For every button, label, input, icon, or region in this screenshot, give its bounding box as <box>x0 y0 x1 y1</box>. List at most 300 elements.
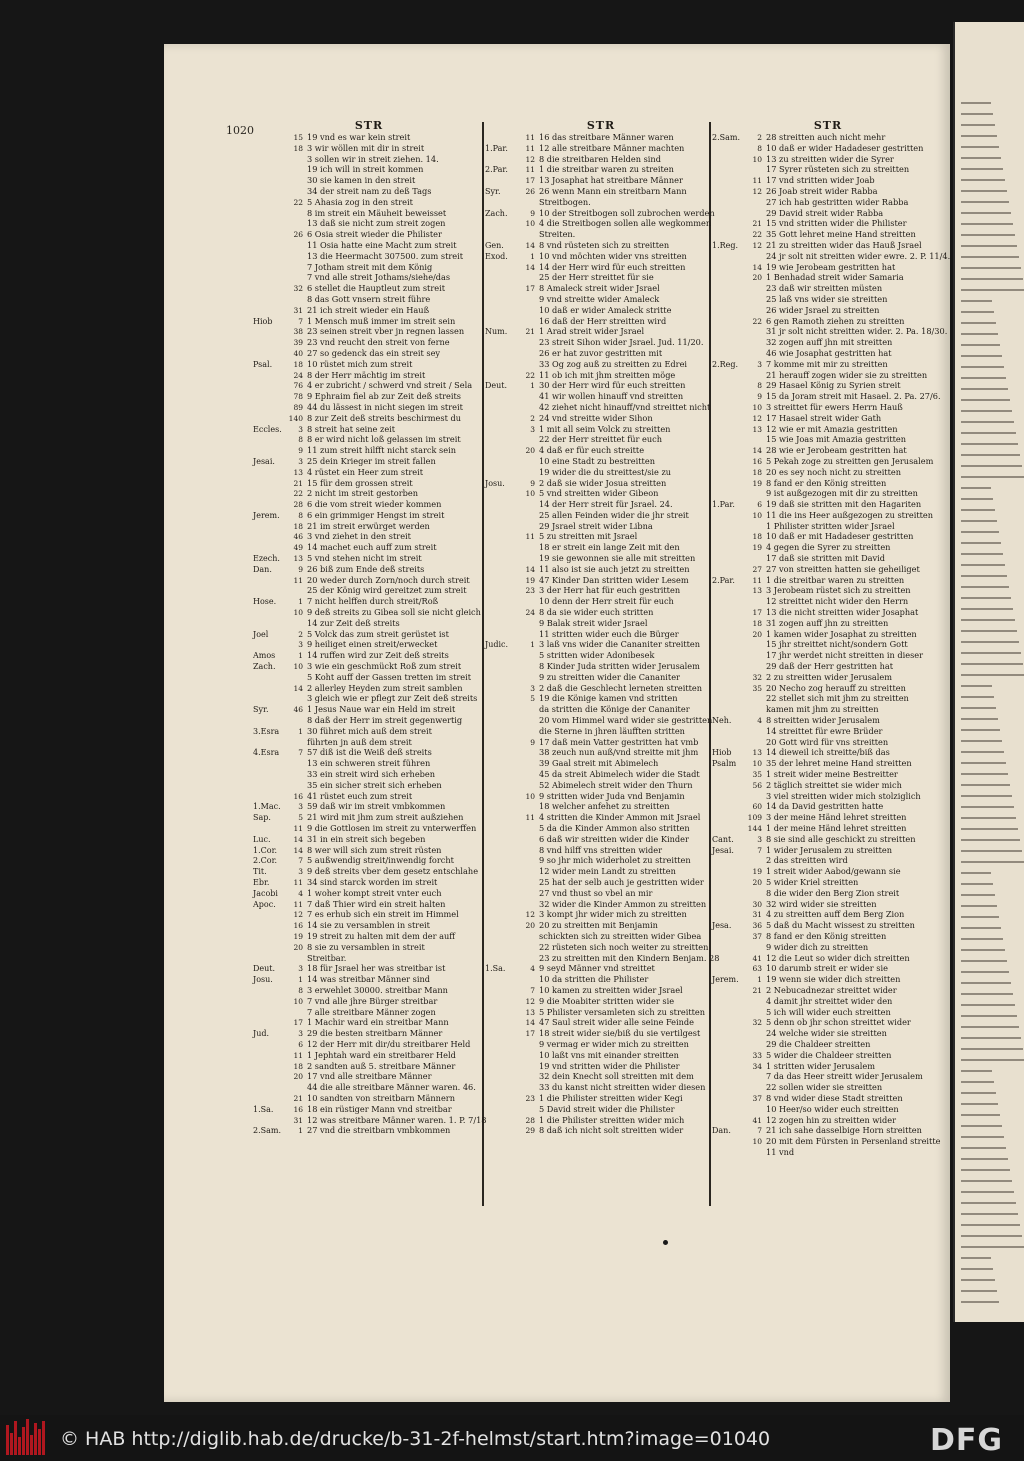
chapter-ref: 18 <box>752 618 762 628</box>
entry-text: 47 Saul streit wider alle seine Feinde <box>539 1017 695 1028</box>
index-entry <box>253 801 485 812</box>
chapter-ref: 11 <box>293 575 303 585</box>
index-entry <box>253 855 485 866</box>
entry-text: 19 wenn sie wider dich streitten <box>766 974 901 985</box>
entry-text: 2 sandten auß 5. streitbare Männer <box>307 1060 456 1071</box>
index-entry <box>253 380 485 391</box>
index-entry <box>485 370 717 381</box>
facing-page-line <box>961 201 1009 203</box>
chapter-ref: 2 <box>757 133 762 142</box>
facing-page-line <box>961 685 992 687</box>
entry-text: 9 vermag er wider mich zu streitten <box>539 1038 689 1049</box>
index-entry <box>485 812 717 823</box>
index-entry <box>712 143 944 154</box>
chapter-ref: 14 <box>293 834 303 844</box>
entry-text: 10 vnd möchten wider vns streitten <box>539 250 687 261</box>
facing-page-line <box>961 773 1008 775</box>
facing-page-line <box>961 267 1021 269</box>
facing-page-line <box>961 344 1000 346</box>
facing-page-line <box>961 1202 1016 1204</box>
entry-text: 13 die Heermacht 307500. zum streit <box>307 250 464 261</box>
entry-text: 14 dieweil ich streitte/biß das <box>766 747 890 758</box>
chapter-ref: 19 <box>752 543 762 553</box>
index-entry <box>485 758 717 769</box>
hab-logo-bar <box>30 1435 33 1455</box>
facing-page-line <box>961 102 991 104</box>
index-entry <box>253 769 485 780</box>
chapter-ref: 1 <box>298 975 303 985</box>
entry-text: 22 sollen wider sie streitten <box>766 1082 883 1093</box>
book-name: 1.Sa. <box>485 964 506 974</box>
entry-text: 19 ich will in streit kommen <box>307 164 424 175</box>
entry-text: 9 die Moabiter stritten wider sie <box>539 995 675 1006</box>
facing-page-line <box>961 718 998 720</box>
entry-text: Streitbar. <box>307 952 347 963</box>
chapter-ref: 9 <box>530 208 535 218</box>
facing-page-line <box>961 872 991 874</box>
index-entry <box>485 823 717 834</box>
entry-text: 17 daß sie stritten mit David <box>766 553 886 564</box>
chapter-ref: 63 <box>752 964 762 974</box>
entry-text: 5 Pekah zoge zu streitten gen Jerusalem <box>766 455 934 466</box>
book-name: Gen. <box>485 240 504 250</box>
chapter-ref: 3 <box>298 456 303 466</box>
column-header: STR <box>354 119 384 132</box>
hab-logo[interactable] <box>6 1419 48 1455</box>
index-entry <box>712 521 944 532</box>
entry-text: 10 da stritten die Philister <box>539 974 649 985</box>
chapter-ref: 21 <box>293 1093 303 1103</box>
index-entry <box>712 801 944 812</box>
index-entry <box>253 143 485 154</box>
index-entry <box>253 424 485 435</box>
index-entry <box>485 780 717 791</box>
book-name: 2.Sam. <box>253 1126 282 1136</box>
index-entry <box>253 1115 485 1126</box>
index-entry <box>485 208 717 219</box>
entry-text: 1 Arad streit wider Jsrael <box>539 326 645 337</box>
chapter-ref: 11 <box>525 133 535 142</box>
facing-page-line <box>961 850 1022 852</box>
index-entry <box>712 963 944 974</box>
chapter-ref: 10 <box>752 1137 762 1147</box>
index-entry <box>712 434 944 445</box>
entry-text: 2 zu streitten wider Jerusalem <box>766 671 893 682</box>
index-entry <box>712 693 944 704</box>
index-entry <box>485 1061 717 1072</box>
chapter-ref: 23 <box>525 586 535 596</box>
index-entry <box>253 585 485 596</box>
chapter-ref: 13 <box>293 554 303 564</box>
facing-page-line <box>961 608 1013 610</box>
entry-text: 1 kamen wider Josaphat zu streitten <box>766 628 917 639</box>
facing-page-line <box>961 1048 1023 1050</box>
facing-page-line <box>961 432 1016 434</box>
chapter-ref: 5 <box>298 813 303 823</box>
index-entry <box>712 542 944 553</box>
entry-text: 4 damit jhr streittet wider den <box>766 995 893 1006</box>
entry-text: 15 jhr streittet nicht/sondern Gott <box>766 639 908 650</box>
chapter-ref: 14 <box>293 683 303 693</box>
index-entry <box>485 650 717 661</box>
facing-page-line <box>961 1015 1017 1017</box>
chapter-ref: 1 <box>530 251 535 261</box>
index-entry <box>485 834 717 845</box>
book-name: Num. <box>485 327 508 337</box>
chapter-ref: 10 <box>525 489 535 499</box>
entry-text: 1 woher kompt streit vnter euch <box>307 887 442 898</box>
facing-page-line <box>961 443 1018 445</box>
facing-page-line <box>961 223 1013 225</box>
entry-text: 11 ob ich mit jhm streitten möge <box>539 369 676 380</box>
entry-text: 9 Balak streit wider Jsrael <box>539 617 648 628</box>
index-entry <box>485 240 717 251</box>
index-entry <box>485 143 717 154</box>
index-entry <box>253 413 485 424</box>
entry-text: schickten sich zu streitten wider Gibea <box>539 930 702 941</box>
chapter-ref: 15 <box>293 133 303 142</box>
chapter-ref: 78 <box>293 392 303 402</box>
index-entry <box>485 931 717 942</box>
facing-page-line <box>961 597 1011 599</box>
index-entry <box>485 866 717 877</box>
entry-text: 6 gen Ramoth ziehen zu streitten <box>766 315 905 326</box>
facing-page-line <box>961 399 1010 401</box>
entry-text: 7 komme mit mir zu streitten <box>766 358 888 369</box>
index-entry <box>485 942 717 953</box>
entry-text: 5 denn ob jhr schon streittet wider <box>766 1017 911 1028</box>
index-entry <box>712 1082 944 1093</box>
facing-page-line <box>961 1301 999 1303</box>
entry-text: 31 in ein streit sich begeben <box>307 833 426 844</box>
hab-logo-bar <box>26 1419 29 1455</box>
facing-page-line <box>961 333 998 335</box>
index-entry <box>253 758 485 769</box>
index-entry <box>485 585 717 596</box>
chapter-ref: 4 <box>757 716 762 726</box>
facing-page-line <box>961 245 1017 247</box>
index-entry <box>253 1082 485 1093</box>
entry-text: 2 daß sie wider Josua streitten <box>539 477 667 488</box>
facing-page-line <box>961 806 1014 808</box>
index-entry <box>485 963 717 974</box>
entry-text: 1 der meine Händ lehret streitten <box>766 823 907 833</box>
index-entry <box>712 218 944 229</box>
chapter-ref: 8 <box>298 435 303 445</box>
index-entry <box>253 1125 485 1136</box>
facing-page-edge <box>953 22 1024 1322</box>
entry-text: 21 wird mit jhm zum streit außziehen <box>307 812 464 823</box>
chapter-ref: 2 <box>298 629 303 639</box>
entry-text: 14 machet euch auff zum streit <box>307 542 437 553</box>
index-entry <box>253 510 485 521</box>
entry-text: 1 Jephtah ward ein streitbarer Held <box>307 1049 456 1060</box>
book-name: Ezech. <box>253 554 280 564</box>
entry-text: 10 daß er mit Hadadeser gestritten <box>766 531 914 542</box>
entry-text: 26 wider Jsrael zu streitten <box>766 304 880 315</box>
index-entry <box>253 575 485 586</box>
entry-text: 24 jr solt nit streitten wider ewre. 2. P. 11/4. <box>766 250 951 261</box>
facing-page-line <box>961 1268 993 1270</box>
index-entry <box>712 985 944 996</box>
chapter-ref: 35 <box>752 683 762 693</box>
entry-text: 3 der Herr hat für euch gestritten <box>539 585 681 596</box>
index-entry <box>485 499 717 510</box>
chapter-ref: 3 <box>757 834 762 844</box>
entry-text: 21 im streit erwürget werden <box>307 520 430 531</box>
entry-text: da stritten die Könige der Cananiter <box>539 704 690 715</box>
chapter-ref: 14 <box>525 564 535 574</box>
index-entry <box>712 1071 944 1082</box>
index-entry <box>712 758 944 769</box>
entry-text: 1 die Philister streitten wider Kegi <box>539 1092 683 1103</box>
entry-text: 8 sie sind alle geschickt zu streitten <box>766 833 916 844</box>
entry-text: 17 daß mein Vatter gestritten hat vmb <box>539 736 699 747</box>
entry-text: 14 sie zu versamblen in streit <box>307 920 430 931</box>
index-entry <box>253 953 485 964</box>
index-entry <box>712 197 944 208</box>
entry-text: 44 die alle streitbare Männer waren. 46. <box>307 1082 476 1093</box>
chapter-ref: 21 <box>525 327 535 337</box>
book-name: 2.Cor. <box>253 856 278 866</box>
index-entry <box>253 812 485 823</box>
index-entry <box>485 1039 717 1050</box>
entry-text: 9 vnd streitte wider Amaleck <box>539 293 660 304</box>
index-entry <box>253 974 485 985</box>
entry-text: 6 Osia streit wieder die Philister <box>307 229 442 240</box>
chapter-ref: 1 <box>530 640 535 650</box>
index-entry <box>712 240 944 251</box>
index-entry <box>253 445 485 456</box>
entry-text: 10 denn der Herr streit für euch <box>539 596 674 607</box>
book-name: 1.Mac. <box>253 802 281 812</box>
chapter-ref: 4 <box>298 888 303 898</box>
index-entry <box>253 1039 485 1050</box>
facing-page-line <box>961 509 995 511</box>
chapter-ref: 8 <box>298 985 303 995</box>
index-entry <box>712 499 944 510</box>
book-name: 1.Reg. <box>712 240 739 250</box>
entry-text: 4 er zubricht / schwerd vnd streit / Sela <box>307 380 473 391</box>
entry-text: 5 Philister versamleten sich zu streitten <box>539 1006 706 1017</box>
chapter-ref: 17 <box>293 1018 303 1028</box>
facing-page-line <box>961 1224 1020 1226</box>
index-entry <box>253 391 485 402</box>
entry-text: 21 zu streitten wider das Hauß Jsrael <box>766 239 922 250</box>
entry-text: 5 wider die Chaldeer streitten <box>766 1049 892 1060</box>
entry-text: 9 wider dich zu streitten <box>766 941 869 952</box>
chapter-ref: 31 <box>293 1115 303 1125</box>
entry-text: Streitbogen. <box>539 196 591 207</box>
index-entry <box>253 186 485 197</box>
entry-text: 5 ich will wider euch streitten <box>766 1006 891 1017</box>
entry-text: 12 was streitbare Männer waren. 1. P. 7/18 <box>307 1114 487 1125</box>
index-column-1 <box>253 120 485 1136</box>
chapter-ref: 7 <box>298 316 303 326</box>
index-entry <box>253 737 485 748</box>
hab-logo-bar <box>34 1423 37 1455</box>
index-entry <box>485 272 717 283</box>
chapter-ref: 12 <box>525 154 535 164</box>
chapter-ref: 32 <box>752 672 762 682</box>
facing-page-line <box>961 949 1005 951</box>
entry-text: 25 der Herr streittet für sie <box>539 272 654 283</box>
chapter-ref: 41 <box>752 1115 762 1125</box>
chapter-ref: 17 <box>525 284 535 294</box>
chapter-ref: 16 <box>293 921 303 931</box>
entry-text: 35 Gott lehret meine Hand streitten <box>766 229 916 240</box>
entry-text: 14 der Herr streit für Jsrael. 24. <box>539 499 673 510</box>
index-entry <box>712 272 944 283</box>
chapter-ref: 20 <box>293 1072 303 1082</box>
index-entry <box>712 348 944 359</box>
chapter-ref: 13 <box>293 467 303 477</box>
entry-text: 5 Ahasia zog in den streit <box>307 196 413 207</box>
entry-text: die Sterne in jhren läufften stritten <box>539 725 685 736</box>
entry-list <box>253 132 485 1136</box>
entry-text: 19 daß sie stritten mit den Hagariten <box>766 499 922 510</box>
book-name: 1.Par. <box>485 143 508 153</box>
index-entry <box>485 845 717 856</box>
entry-text: 13 die nicht streitten wider Josaphat <box>766 607 919 618</box>
entry-text: 5 Volck das zum streit gerüstet ist <box>307 628 449 639</box>
facing-page-line <box>961 861 1024 863</box>
index-entry <box>485 769 717 780</box>
index-entry <box>485 726 717 737</box>
index-entry <box>253 488 485 499</box>
index-entry <box>712 726 944 737</box>
entry-text: 3 viel streitten wider mich stolziglich <box>766 790 921 801</box>
index-entry <box>253 499 485 510</box>
facing-page-line <box>961 839 1020 841</box>
entry-text: 10 laßt vns mit einander streitten <box>539 1049 679 1060</box>
facing-page-line <box>961 1191 1014 1193</box>
index-entry <box>485 294 717 305</box>
index-entry <box>712 391 944 402</box>
facing-page-line <box>961 135 997 137</box>
entry-text: 16 das streitbare Männer waren <box>539 132 674 142</box>
facing-page-line <box>961 421 1014 423</box>
index-entry <box>485 132 717 143</box>
facing-page-line <box>961 454 1020 456</box>
index-entry <box>253 305 485 316</box>
chapter-ref: 12 <box>752 240 762 250</box>
facing-page-line <box>961 1125 1002 1127</box>
index-entry <box>712 899 944 910</box>
entry-text: 17 Hasael streit wider Gath <box>766 412 882 423</box>
index-entry <box>485 262 717 273</box>
index-entry <box>253 726 485 737</box>
index-entry <box>253 164 485 175</box>
facing-page-line <box>961 311 994 313</box>
hab-logo-bar <box>42 1421 45 1455</box>
book-name: 2.Sam. <box>712 133 741 142</box>
entry-text: 10 Heer/so wider euch streitten <box>766 1103 899 1114</box>
book-name: Tit. <box>253 867 267 877</box>
book-name: Neh. <box>712 716 732 726</box>
index-entry <box>712 1115 944 1126</box>
entry-text: 17 jhr werdet nicht streitten in dieser <box>766 650 924 661</box>
chapter-ref: 13 <box>752 748 762 758</box>
index-entry <box>253 294 485 305</box>
chapter-ref: 14 <box>525 262 535 272</box>
entry-text: 23 vnd reucht den streit von ferne <box>307 337 450 348</box>
index-entry <box>485 791 717 802</box>
index-entry <box>485 164 717 175</box>
entry-text: 9 Ephraim fiel ab zur Zeit deß streits <box>307 391 462 402</box>
index-entry <box>253 564 485 575</box>
facing-page-line <box>961 894 995 896</box>
index-entry <box>485 553 717 564</box>
index-entry <box>712 337 944 348</box>
facing-page-line <box>961 927 1001 929</box>
copyright-link[interactable]: © HAB http://diglib.hab.de/drucke/b-31-2f-helmst/start.htm?image=01040 <box>60 1428 771 1450</box>
index-entry <box>712 402 944 413</box>
index-entry <box>712 585 944 596</box>
index-entry <box>485 186 717 197</box>
facing-page-line <box>961 498 993 500</box>
chapter-ref: 11 <box>525 813 535 823</box>
entry-text: 10 darumb streit er wider sie <box>766 963 888 974</box>
chapter-ref: 22 <box>525 370 535 380</box>
chapter-ref: 31 <box>293 305 303 315</box>
entry-text: 26 Joab streit wider Rabba <box>766 185 878 196</box>
chapter-ref: 28 <box>293 500 303 510</box>
facing-page-line <box>961 619 1015 621</box>
index-entry <box>485 424 717 435</box>
entry-text: 19 wider die du streittest/sie zu <box>539 466 672 477</box>
chapter-ref: 24 <box>525 608 535 618</box>
entry-text: 21 ich streit wieder ein Hauß <box>307 304 430 315</box>
entry-list <box>485 132 720 1136</box>
facing-page-line <box>961 190 1007 192</box>
chapter-ref: 10 <box>752 759 762 769</box>
entry-text: 10 daß er wider Hadadeser gestritten <box>766 142 924 153</box>
entry-text: 3 laß vns wider die Cananiter streitten <box>539 639 701 650</box>
book-name: Apoc. <box>253 899 276 909</box>
entry-text: 12 wie er mit Amazia gestritten <box>766 423 898 434</box>
index-entry <box>712 618 944 629</box>
index-entry <box>485 888 717 899</box>
chapter-ref: 1 <box>298 651 303 661</box>
facing-page-line <box>961 982 1011 984</box>
index-entry <box>712 413 944 424</box>
hab-logo-bar <box>18 1437 21 1455</box>
book-name: Jacobi <box>253 888 278 898</box>
facing-page-line <box>961 1004 1015 1006</box>
dfg-logo[interactable]: DFG <box>930 1423 1004 1458</box>
entry-text: 6 ein grimmiger Hengst im streit <box>307 509 445 520</box>
entry-text: 11 vnd <box>766 1146 795 1157</box>
chapter-ref: 11 <box>752 575 762 585</box>
chapter-ref: 19 <box>752 478 762 488</box>
chapter-ref: 18 <box>752 467 762 477</box>
chapter-ref: 11 <box>525 532 535 542</box>
entry-text: 6 stellet die Hauptleut zum streit <box>307 283 446 294</box>
entry-text: 5 außwendig streit/inwendig forcht <box>307 855 454 866</box>
book-name: Psal. <box>253 359 273 369</box>
entry-text: 59 daß wir im streit vmbkommen <box>307 801 446 812</box>
entry-text: 23 daß wir streitten müsten <box>766 283 883 294</box>
entry-text: 32 dein Knecht soll streitten mit dem <box>539 1071 694 1082</box>
entry-text: 9 zu streitten wider die Cananiter <box>539 671 680 682</box>
index-entry <box>712 1136 944 1147</box>
facing-page-line <box>961 795 1012 797</box>
entry-text: 29 die besten streitbarn Männer <box>307 1028 443 1039</box>
entry-text: 19 vnd stritten wider die Philister <box>539 1060 680 1071</box>
entry-text: 3 der meine Händ lehret streitten <box>766 812 907 823</box>
index-entry <box>485 478 717 489</box>
